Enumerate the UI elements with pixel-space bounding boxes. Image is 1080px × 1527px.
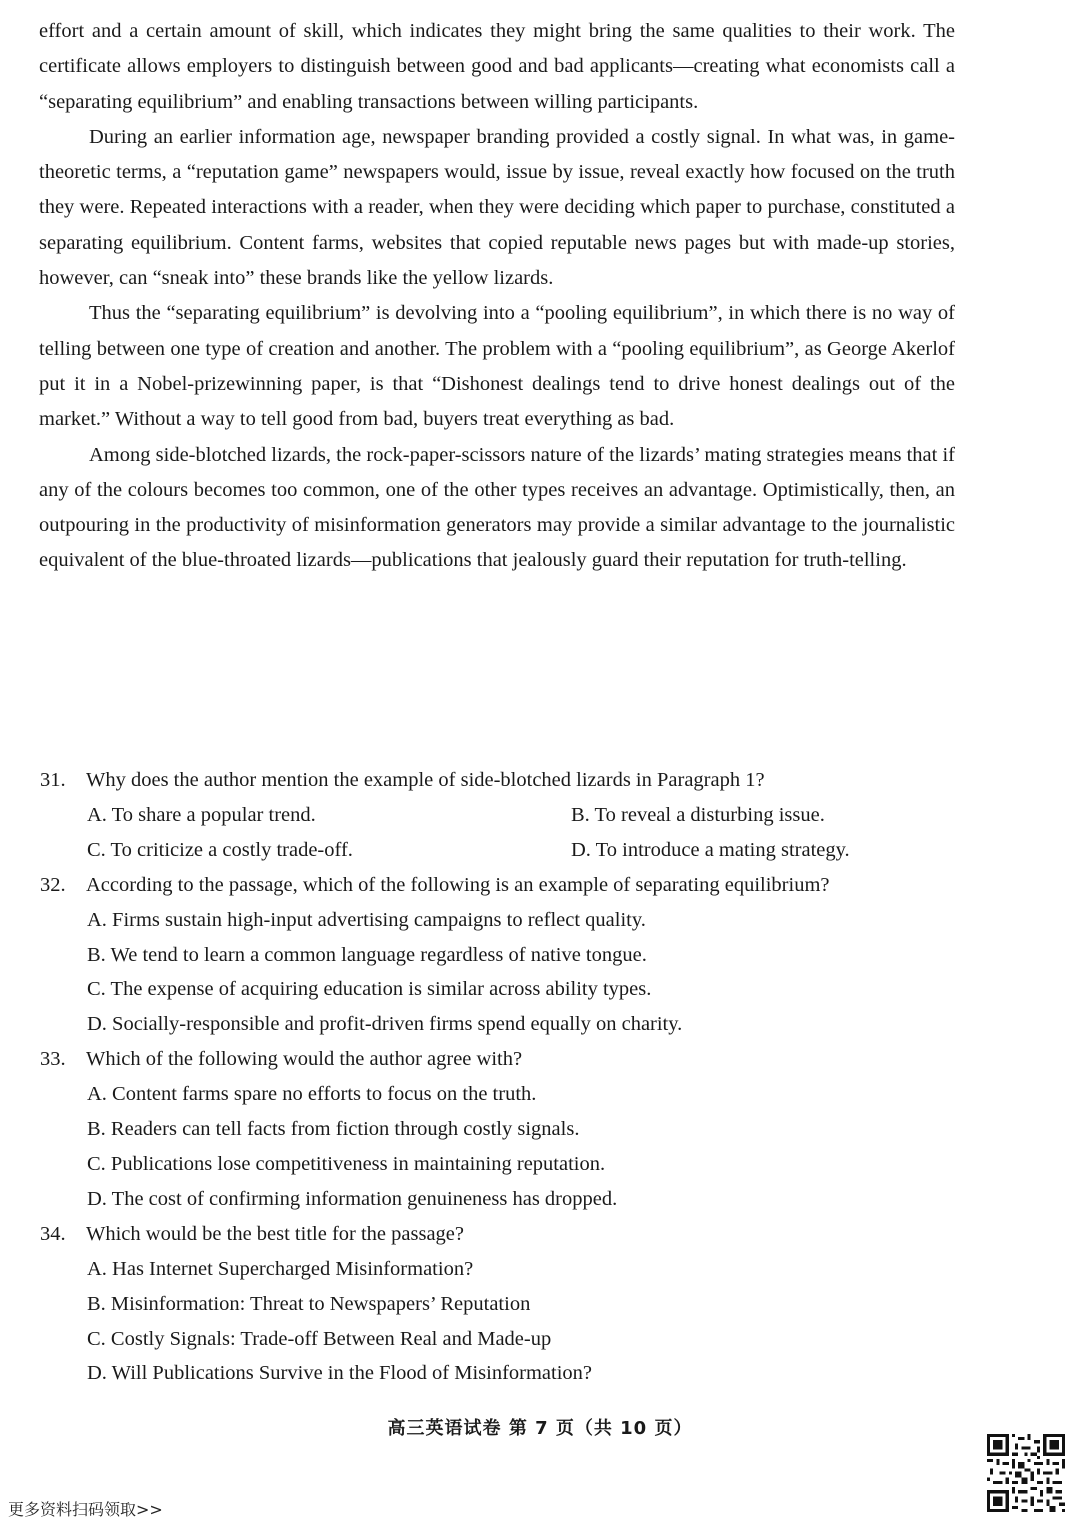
option-d: D. Socially-responsible and profit-driven firms spend equally on charity. [87, 1013, 683, 1036]
passage-paragraph: effort and a certain amount of skill, which indicates they might bring the same qualities to their work. The certificate allows employers to distinguish between good and bad applicants—creating what economists call a “separating equilibrium” and enabling transactions between willing participants. [39, 20, 955, 113]
question-number: 32. [40, 873, 66, 896]
option-b: B. Misinformation: Threat to Newspapers’ Reputation [87, 1292, 531, 1315]
option-d: D. To introduce a mating strategy. [571, 838, 850, 861]
option-b: B. We tend to learn a common language regardless of native tongue. [87, 943, 647, 966]
passage-paragraph: During an earlier information age, newspaper branding provided a costly signal. In what was, in game-theoretic terms, a “reputation game” newspapers would, issue by issue, reveal exactly how focused on the truth they were. Repeated interactions with a reader, when they were deciding which paper to purchase, constituted a separating equilibrium. Content farms, websites that copied reputable news pages but with made-up stories, however, can “sneak into” these brands like the yellow lizards. [39, 125, 955, 290]
passage-paragraph: Thus the “separating equilibrium” is devolving into a “pooling equilibrium”, in which there is no way of telling between one type of creation and another. The problem with a “pooling equilibrium”, as George Akerlof put it in a Nobel-prizewinning paper, is that “Dishonest dealings tend to drive honest dealings out of the market.” Without a way to tell good from bad, buyers treat everything as bad. [39, 302, 955, 431]
option-a: A. Content farms spare no efforts to focus on the truth. [87, 1083, 537, 1106]
option-a: A. Firms sustain high-input advertising campaigns to reflect quality. [87, 908, 646, 931]
option-c: C. Publications lose competitiveness in maintaining reputation. [87, 1152, 606, 1175]
more-resources-link[interactable]: 更多资料扫码领取>> [8, 1500, 163, 1519]
question-list [40, 763, 960, 1391]
question-32 [40, 868, 960, 1043]
option-b: B. To reveal a disturbing issue. [571, 803, 825, 826]
passage-paragraph: Among side-blotched lizards, the rock-paper-scissors nature of the lizards’ mating strategies means that if any of the colours becomes too common, one of the other types receives an advantage. Optimistically, then, an outpouring in the productivity of misinformation generators may provide a similar advantage to the journalistic equivalent of the blue-throated lizards—publications that jealously guard their reputation for truth-telling. [39, 443, 955, 572]
reading-passage [39, 14, 955, 579]
option-a: A. To share a popular trend. [87, 803, 316, 826]
question-33 [40, 1042, 960, 1217]
question-stem: Which of the following would the author agree with? [86, 1048, 523, 1071]
question-31 [40, 763, 960, 868]
qr-code-icon[interactable] [987, 1434, 1065, 1512]
page-footer: 高三英语试卷 第 7 页（共 10 页） [387, 1418, 693, 1439]
question-34 [40, 1217, 960, 1392]
question-number: 31. [40, 769, 66, 791]
option-d: D. Will Publications Survive in the Flood of Misinformation? [87, 1362, 593, 1385]
option-a: A. Has Internet Supercharged Misinformation? [87, 1257, 474, 1280]
option-c: C. The expense of acquiring education is similar across ability types. [87, 978, 652, 1001]
question-stem: According to the passage, which of the following is an example of separating equilibrium? [86, 873, 830, 896]
option-c: C. To criticize a costly trade-off. [87, 838, 353, 861]
question-stem: Why does the author mention the example of side-blotched lizards in Paragraph 1? [86, 769, 765, 791]
question-number: 33. [40, 1048, 66, 1071]
option-d: D. The cost of confirming information genuineness has dropped. [87, 1187, 618, 1210]
option-c: C. Costly Signals: Trade-off Between Real and Made-up [87, 1327, 552, 1350]
option-b: B. Readers can tell facts from fiction through costly signals. [87, 1118, 580, 1141]
question-number: 34. [40, 1222, 66, 1245]
question-stem: Which would be the best title for the passage? [86, 1222, 464, 1245]
